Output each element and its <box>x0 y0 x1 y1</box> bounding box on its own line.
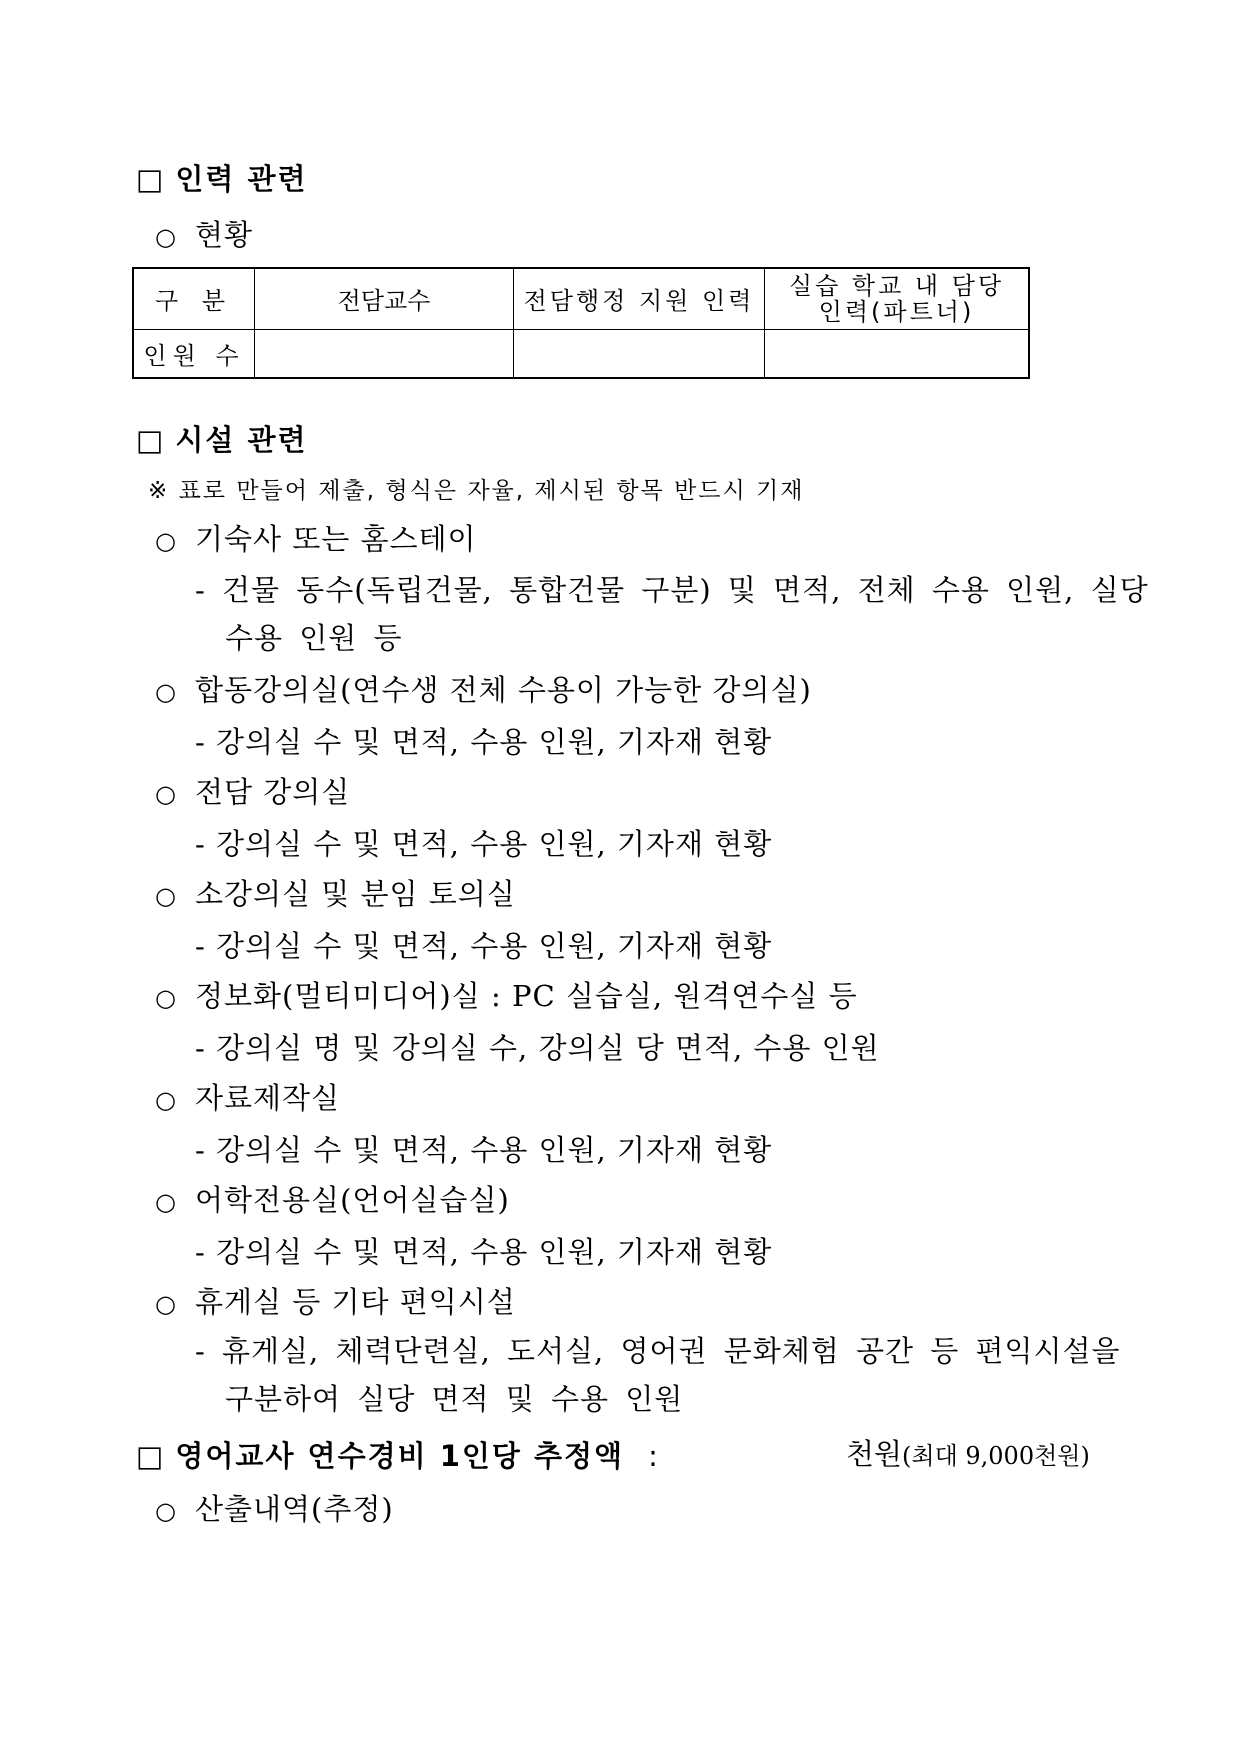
checkbox-square-icon: □ <box>136 423 166 457</box>
section-heading-cost <box>136 1434 660 1475</box>
facility-item <box>155 1280 516 1321</box>
cost-unit: 천원 <box>846 1437 903 1471</box>
table-cell <box>765 329 1030 378</box>
bullet-label: 전담 강의실 <box>195 775 351 809</box>
circle-bullet-icon: ○ <box>155 1086 177 1114</box>
cost-bullet-item <box>155 1487 394 1528</box>
circle-bullet-icon: ○ <box>155 678 177 706</box>
facility-item-detail: - 강의실 수 및 면적, 수용 인원, 기자재 현황 <box>195 725 773 759</box>
bullet-label: 어학전용실(언어실습실) <box>195 1183 510 1217</box>
colon: : <box>648 1439 660 1473</box>
bullet-label: 현황 <box>195 218 254 252</box>
table-header-cell: 전담교수 <box>255 268 514 329</box>
section-heading-facility <box>136 418 308 459</box>
bullet-label: 정보화(멀티미디어)실 : PC 실습실, 원격연수실 등 <box>195 979 858 1013</box>
circle-bullet-icon: ○ <box>155 527 177 555</box>
facility-item-detail: - 강의실 수 및 면적, 수용 인원, 기자재 현황 <box>195 827 773 861</box>
circle-bullet-icon: ○ <box>155 1188 177 1216</box>
row-label-cell: 인원 수 <box>133 329 255 378</box>
facility-item-detail: - 강의실 명 및 강의실 수, 강의실 당 면적, 수용 인원 <box>195 1031 880 1065</box>
table-header-row <box>133 268 1029 329</box>
cost-amount <box>846 1432 1090 1473</box>
facility-item <box>155 517 477 558</box>
bullet-label: 휴게실 등 기타 편익시설 <box>195 1285 516 1319</box>
section-title: 영어교사 연수경비 1인당 추정액 <box>175 1439 625 1473</box>
circle-bullet-icon: ○ <box>155 984 177 1012</box>
circle-bullet-icon: ○ <box>155 882 177 910</box>
facility-item <box>155 872 516 913</box>
section-title: 인력 관련 <box>175 162 308 196</box>
facility-item <box>155 1178 510 1219</box>
bullet-label: 자료제작실 <box>195 1081 341 1115</box>
bullet-label: 기숙사 또는 홈스테이 <box>195 522 477 556</box>
section-heading-staff <box>136 157 308 198</box>
bullet-label: 산출내역(추정) <box>195 1492 394 1526</box>
table-cell <box>255 329 514 378</box>
table-header-cell: 실습 학교 내 담당 인력(파트너) <box>765 268 1030 329</box>
circle-bullet-icon: ○ <box>155 1290 177 1318</box>
facility-item-detail: - 강의실 수 및 면적, 수용 인원, 기자재 현황 <box>195 1133 773 1167</box>
instruction-note: ※ 표로 만들어 제출, 형식은 자율, 제시된 항목 반드시 기재 <box>148 478 805 504</box>
facility-item-detail: - 휴게실, 체력단련실, 도서실, 영어권 문화체험 공간 등 편익시설을 구분하여 실당 면적 및 수용 인원 <box>195 1334 1121 1416</box>
circle-bullet-icon: ○ <box>155 1497 177 1525</box>
facility-item-detail: - 건물 동수(독립건물, 통합건물 구분) 및 면적, 전체 수용 인원, 실당 수용 인원 등 <box>195 573 1149 655</box>
cost-limit: (최대 9,000천원) <box>902 1442 1090 1470</box>
status-bullet-item <box>155 213 253 254</box>
facility-item <box>155 770 350 811</box>
table-header-cell: 전담행정 지원 인력 <box>514 268 765 329</box>
facility-item <box>155 1076 340 1117</box>
checkbox-square-icon: □ <box>136 162 166 196</box>
staff-table <box>132 267 1030 379</box>
facility-item-detail: - 강의실 수 및 면적, 수용 인원, 기자재 현황 <box>195 929 773 963</box>
facility-item <box>155 974 858 1015</box>
bullet-label: 소강의실 및 분임 토의실 <box>195 877 516 911</box>
checkbox-square-icon: □ <box>136 1439 166 1473</box>
circle-bullet-icon: ○ <box>155 780 177 808</box>
table-cell <box>514 329 765 378</box>
bullet-label: 합동강의실(연수생 전체 수용이 가능한 강의실) <box>195 673 812 707</box>
section-title: 시설 관련 <box>175 423 308 457</box>
table-header-cell: 구 분 <box>133 268 255 329</box>
circle-bullet-icon: ○ <box>155 223 177 251</box>
facility-item <box>155 668 812 709</box>
facility-item-detail: - 강의실 수 및 면적, 수용 인원, 기자재 현황 <box>195 1235 773 1269</box>
table-row <box>133 329 1029 378</box>
